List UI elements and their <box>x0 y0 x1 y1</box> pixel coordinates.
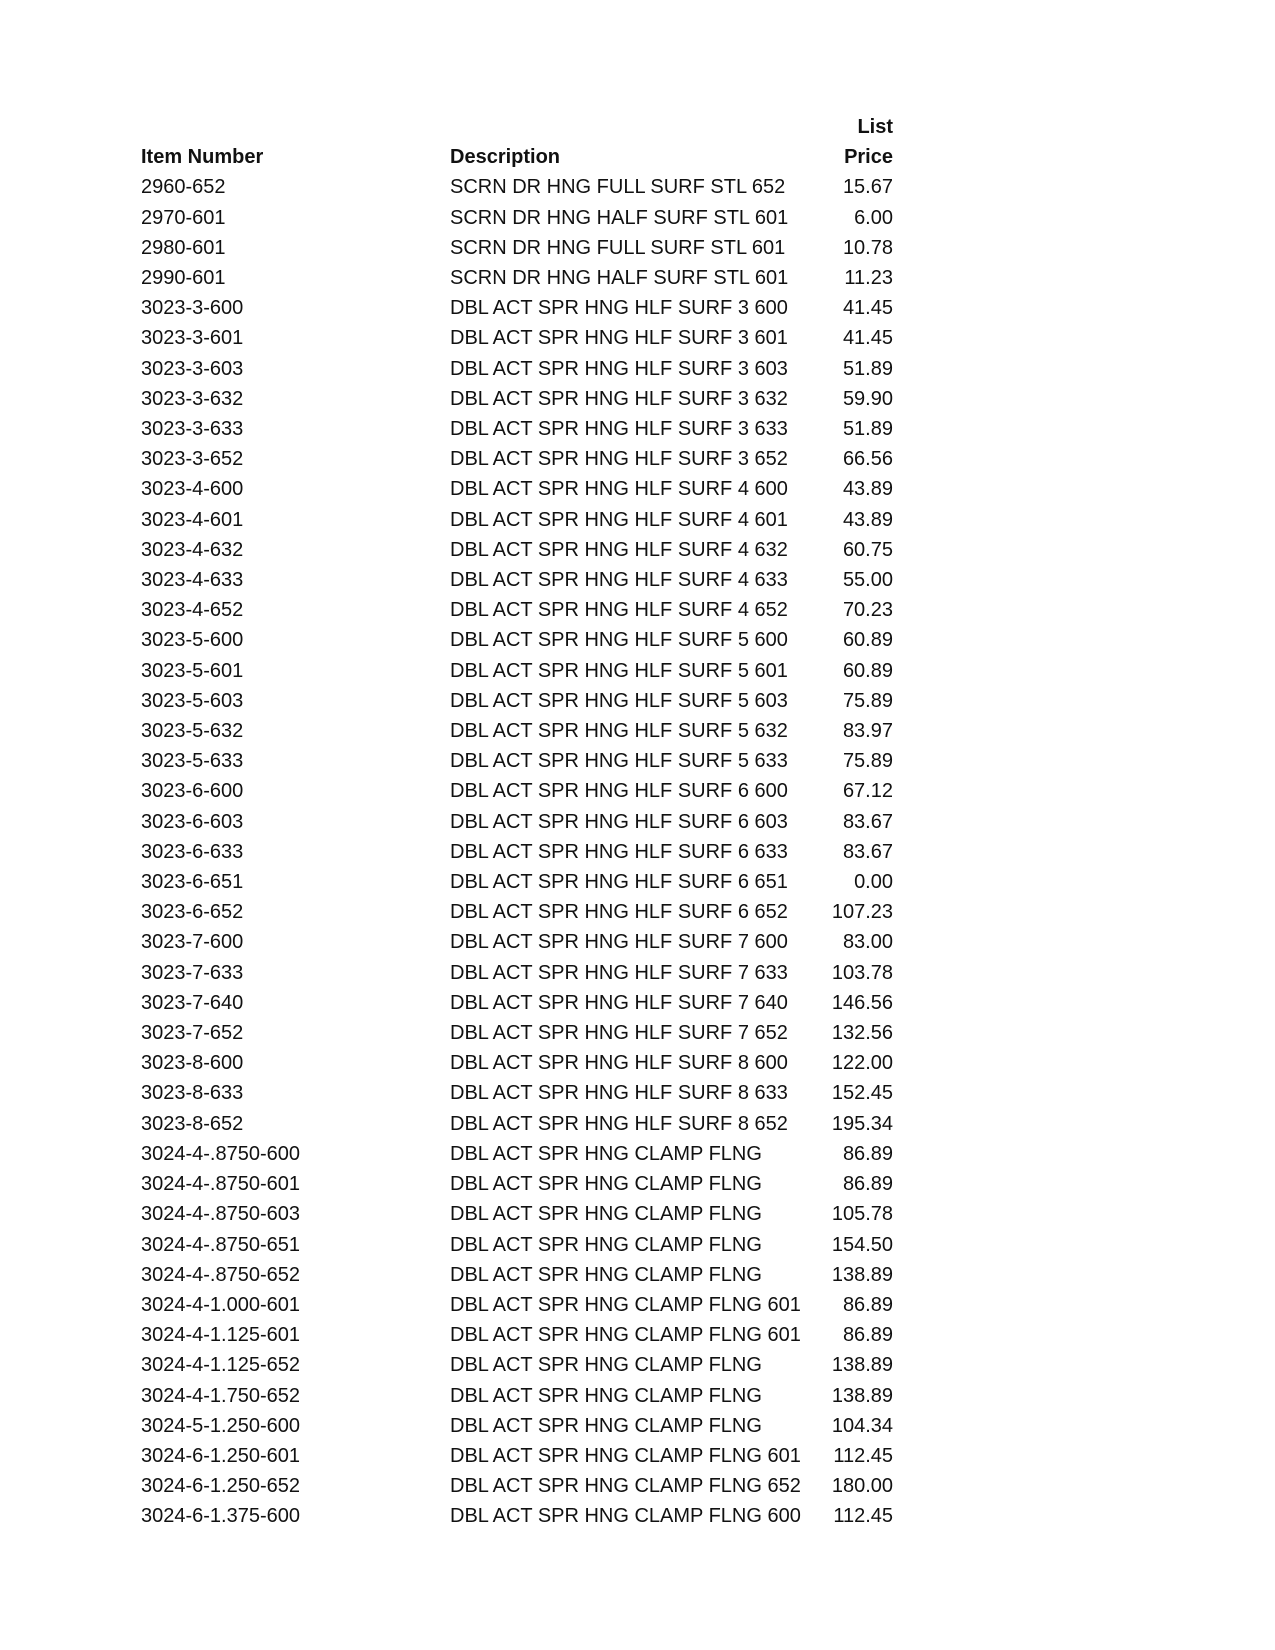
list-price-cell: 138.89 <box>831 1263 893 1286</box>
item-number-cell: 3024-4-1.125-601 <box>141 1324 301 1347</box>
table-row <box>141 1078 893 1108</box>
description-cell: DBL ACT SPR HNG CLAMP FLNG <box>450 1263 762 1286</box>
item-number-cell: 3023-8-600 <box>141 1052 244 1075</box>
list-price-header <box>812 112 893 172</box>
description-cell: DBL ACT SPR HNG CLAMP FLNG <box>450 1142 762 1165</box>
item-number-cell: 3023-6-600 <box>141 780 244 803</box>
description-cell: DBL ACT SPR HNG CLAMP FLNG 601 <box>450 1444 801 1467</box>
description-cell: DBL ACT SPR HNG HLF SURF 6 651 <box>450 871 788 894</box>
table-row <box>141 293 893 323</box>
item-number-header <box>141 112 450 172</box>
list-price-cell: 67.12 <box>842 780 893 803</box>
list-price-cell: 195.34 <box>831 1112 893 1135</box>
table-row <box>141 444 893 474</box>
table-row <box>141 958 893 988</box>
item-number-cell: 3023-6-652 <box>141 901 244 924</box>
item-number-cell: 3024-5-1.250-600 <box>141 1414 301 1437</box>
item-number-cell: 3024-4-1.000-601 <box>141 1293 301 1316</box>
description-cell: SCRN DR HNG HALF SURF STL 601 <box>450 206 789 229</box>
table-row <box>141 1169 893 1199</box>
item-number-cell: 3023-4-633 <box>141 569 244 592</box>
item-number-cell: 3024-4-.8750-600 <box>141 1142 301 1165</box>
list-price-cell: 41.45 <box>842 297 893 320</box>
description-cell: DBL ACT SPR HNG HLF SURF 8 652 <box>450 1112 788 1135</box>
table-row <box>141 1290 893 1320</box>
table-row <box>141 384 893 414</box>
list-price-cell: 43.89 <box>842 508 893 531</box>
list-price-cell: 138.89 <box>831 1384 893 1407</box>
table-row <box>141 988 893 1018</box>
item-number-cell: 3024-4-.8750-651 <box>141 1233 301 1256</box>
item-number-cell: 3023-3-600 <box>141 297 244 320</box>
table-row <box>141 203 893 233</box>
list-price-cell: 66.56 <box>842 448 893 471</box>
table-row <box>141 927 893 957</box>
table-row <box>141 354 893 384</box>
description-cell: DBL ACT SPR HNG CLAMP FLNG 600 <box>450 1505 801 1528</box>
table-row <box>141 1109 893 1139</box>
description-cell: DBL ACT SPR HNG HLF SURF 5 632 <box>450 720 788 743</box>
description-cell: SCRN DR HNG HALF SURF STL 601 <box>450 267 789 289</box>
item-number-cell: 3023-4-652 <box>141 599 244 622</box>
list-price-cell: 15.67 <box>842 176 893 199</box>
list-price-cell: 60.89 <box>842 659 893 682</box>
item-number-cell: 3023-3-601 <box>141 327 244 350</box>
list-price-cell: 86.89 <box>842 1173 893 1196</box>
item-number-cell: 3023-3-633 <box>141 418 244 441</box>
table-row <box>141 1350 893 1380</box>
description-cell: DBL ACT SPR HNG HLF SURF 4 633 <box>450 569 788 592</box>
item-number-cell: 2990-601 <box>141 267 226 289</box>
item-number-cell: 3023-3-652 <box>141 448 244 471</box>
list-price-cell: 41.45 <box>842 327 893 350</box>
description-cell: DBL ACT SPR HNG HLF SURF 3 603 <box>450 357 788 380</box>
description-cell: DBL ACT SPR HNG HLF SURF 8 600 <box>450 1052 788 1075</box>
description-cell: DBL ACT SPR HNG CLAMP FLNG <box>450 1384 762 1407</box>
item-number-cell: 3023-4-632 <box>141 538 244 561</box>
table-row <box>141 656 893 686</box>
description-cell: DBL ACT SPR HNG HLF SURF 3 601 <box>450 327 788 350</box>
list-price-cell: 103.78 <box>831 961 893 984</box>
list-price-cell: 146.56 <box>831 991 893 1014</box>
list-price-cell: 152.45 <box>831 1082 893 1105</box>
table-row <box>141 776 893 806</box>
description-cell: DBL ACT SPR HNG HLF SURF 5 600 <box>450 629 788 652</box>
item-number-cell: 2980-601 <box>141 236 226 259</box>
table-row <box>141 686 893 716</box>
description-cell: DBL ACT SPR HNG HLF SURF 3 632 <box>450 387 788 410</box>
item-number-cell: 3023-5-600 <box>141 629 244 652</box>
item-number-cell: 3023-7-640 <box>141 991 244 1014</box>
table-row <box>141 263 893 293</box>
list-price-cell: 59.90 <box>842 387 893 410</box>
table-row <box>141 505 893 535</box>
item-number-cell: 3023-3-603 <box>141 357 244 380</box>
description-cell: DBL ACT SPR HNG HLF SURF 4 600 <box>450 478 788 501</box>
list-price-cell: 43.89 <box>842 478 893 501</box>
item-number-cell: 3023-4-601 <box>141 508 244 531</box>
description-header-label: Description <box>450 146 561 169</box>
description-cell: DBL ACT SPR HNG CLAMP FLNG 601 <box>450 1324 801 1347</box>
table-row <box>141 1260 893 1290</box>
description-cell: DBL ACT SPR HNG HLF SURF 4 601 <box>450 508 788 531</box>
item-number-cell: 3023-3-632 <box>141 387 244 410</box>
item-number-cell: 3023-5-633 <box>141 750 244 773</box>
description-cell: DBL ACT SPR HNG CLAMP FLNG <box>450 1173 762 1196</box>
list-price-cell: 75.89 <box>842 750 893 773</box>
price-list-rows <box>141 172 893 1531</box>
description-cell: DBL ACT SPR HNG CLAMP FLNG 601 <box>450 1293 801 1316</box>
list-price-header-line1: List <box>857 116 893 139</box>
item-number-header-label: Item Number <box>141 146 264 169</box>
table-row <box>141 233 893 263</box>
table-row <box>141 837 893 867</box>
item-number-cell: 3023-6-603 <box>141 810 244 833</box>
description-cell: DBL ACT SPR HNG HLF SURF 3 600 <box>450 297 788 320</box>
table-row <box>141 716 893 746</box>
item-number-cell: 3023-6-633 <box>141 840 244 863</box>
description-cell: DBL ACT SPR HNG HLF SURF 6 600 <box>450 780 788 803</box>
table-row <box>141 595 893 625</box>
table-row <box>141 1441 893 1471</box>
header-row <box>141 112 893 172</box>
list-price-cell: 83.67 <box>842 840 893 863</box>
description-cell: DBL ACT SPR HNG HLF SURF 6 633 <box>450 840 788 863</box>
table-row <box>141 565 893 595</box>
list-price-cell: 83.67 <box>842 810 893 833</box>
table-row <box>141 1199 893 1229</box>
description-cell: DBL ACT SPR HNG CLAMP FLNG <box>450 1414 762 1437</box>
table-row <box>141 1320 893 1350</box>
list-price-cell: 11.23 <box>844 267 893 289</box>
item-number-cell: 3023-6-651 <box>141 871 244 894</box>
list-price-cell: 86.89 <box>842 1293 893 1316</box>
item-number-cell: 3023-4-600 <box>141 478 244 501</box>
list-price-cell: 107.23 <box>831 901 893 924</box>
table-row <box>141 897 893 927</box>
item-number-cell: 2970-601 <box>141 206 226 229</box>
table-row <box>141 414 893 444</box>
description-cell: DBL ACT SPR HNG HLF SURF 7 600 <box>450 931 788 954</box>
list-price-cell: 180.00 <box>831 1475 893 1498</box>
description-cell: DBL ACT SPR HNG HLF SURF 7 652 <box>450 1022 788 1045</box>
description-cell: DBL ACT SPR HNG HLF SURF 4 632 <box>450 538 788 561</box>
list-price-cell: 51.89 <box>842 357 893 380</box>
item-number-cell: 3024-6-1.250-652 <box>141 1475 301 1498</box>
list-price-cell: 105.78 <box>831 1203 893 1226</box>
table-row <box>141 474 893 504</box>
description-cell: DBL ACT SPR HNG HLF SURF 4 652 <box>450 599 788 622</box>
table-row <box>141 1411 893 1441</box>
list-price-cell: 0.00 <box>854 871 893 894</box>
list-price-cell: 83.97 <box>842 720 893 743</box>
description-header <box>450 112 812 172</box>
item-number-cell: 3023-8-652 <box>141 1112 244 1135</box>
table-row <box>141 172 893 202</box>
table-row <box>141 625 893 655</box>
list-price-cell: 86.89 <box>842 1324 893 1347</box>
item-number-cell: 3024-4-.8750-652 <box>141 1263 301 1286</box>
description-cell: DBL ACT SPR HNG HLF SURF 6 652 <box>450 901 788 924</box>
item-number-cell: 3023-5-603 <box>141 689 244 712</box>
list-price-cell: 83.00 <box>842 931 893 954</box>
description-cell: SCRN DR HNG FULL SURF STL 652 <box>450 176 786 199</box>
item-number-cell: 3024-4-.8750-603 <box>141 1203 301 1226</box>
list-price-cell: 60.89 <box>842 629 893 652</box>
list-price-cell: 112.45 <box>833 1505 893 1528</box>
list-price-cell: 51.89 <box>842 418 893 441</box>
description-cell: DBL ACT SPR HNG CLAMP FLNG <box>450 1354 762 1377</box>
list-price-cell: 112.45 <box>833 1444 893 1467</box>
list-price-cell: 6.00 <box>854 206 893 229</box>
description-cell: DBL ACT SPR HNG CLAMP FLNG <box>450 1233 762 1256</box>
description-cell: DBL ACT SPR HNG CLAMP FLNG <box>450 1203 762 1226</box>
list-price-cell: 138.89 <box>831 1354 893 1377</box>
table-row <box>141 1381 893 1411</box>
description-cell: DBL ACT SPR HNG HLF SURF 3 633 <box>450 418 788 441</box>
item-number-cell: 3024-6-1.250-601 <box>141 1444 301 1467</box>
description-cell: DBL ACT SPR HNG HLF SURF 3 652 <box>450 448 788 471</box>
item-number-cell: 3023-5-632 <box>141 720 244 743</box>
description-cell: SCRN DR HNG FULL SURF STL 601 <box>450 236 786 259</box>
list-price-cell: 75.89 <box>842 689 893 712</box>
list-price-cell: 55.00 <box>842 569 893 592</box>
list-price-cell: 10.78 <box>842 236 893 259</box>
list-price-cell: 60.75 <box>842 538 893 561</box>
table-row <box>141 323 893 353</box>
table-row <box>141 535 893 565</box>
table-row <box>141 1139 893 1169</box>
list-price-cell: 104.34 <box>831 1414 893 1437</box>
description-cell: DBL ACT SPR HNG HLF SURF 5 601 <box>450 659 788 682</box>
list-price-cell: 154.50 <box>831 1233 893 1256</box>
item-number-cell: 3023-7-600 <box>141 931 244 954</box>
list-price-cell: 132.56 <box>831 1022 893 1045</box>
item-number-cell: 3024-4-1.125-652 <box>141 1354 301 1377</box>
list-price-cell: 86.89 <box>842 1142 893 1165</box>
item-number-cell: 3023-7-633 <box>141 961 244 984</box>
description-cell: DBL ACT SPR HNG HLF SURF 5 633 <box>450 750 788 773</box>
item-number-cell: 2960-652 <box>141 176 226 199</box>
item-number-cell: 3023-7-652 <box>141 1022 244 1045</box>
description-cell: DBL ACT SPR HNG HLF SURF 5 603 <box>450 689 788 712</box>
table-row <box>141 746 893 776</box>
description-cell: DBL ACT SPR HNG HLF SURF 7 633 <box>450 961 788 984</box>
table-row <box>141 1018 893 1048</box>
table-row <box>141 1471 893 1501</box>
table-row <box>141 1230 893 1260</box>
item-number-cell: 3024-4-1.750-652 <box>141 1384 301 1407</box>
list-price-header-line2: Price <box>844 146 893 169</box>
description-cell: DBL ACT SPR HNG HLF SURF 8 633 <box>450 1082 788 1105</box>
table-row <box>141 1501 893 1531</box>
table-row <box>141 807 893 837</box>
list-price-cell: 122.00 <box>831 1052 893 1075</box>
price-list-table <box>141 112 893 1532</box>
item-number-cell: 3023-8-633 <box>141 1082 244 1105</box>
table-row <box>141 867 893 897</box>
item-number-cell: 3024-4-.8750-601 <box>141 1173 301 1196</box>
description-cell: DBL ACT SPR HNG CLAMP FLNG 652 <box>450 1475 801 1498</box>
description-cell: DBL ACT SPR HNG HLF SURF 7 640 <box>450 991 788 1014</box>
list-price-cell: 70.23 <box>842 599 893 622</box>
item-number-cell: 3023-5-601 <box>141 659 244 682</box>
item-number-cell: 3024-6-1.375-600 <box>141 1505 301 1528</box>
table-row <box>141 1048 893 1078</box>
description-cell: DBL ACT SPR HNG HLF SURF 6 603 <box>450 810 788 833</box>
